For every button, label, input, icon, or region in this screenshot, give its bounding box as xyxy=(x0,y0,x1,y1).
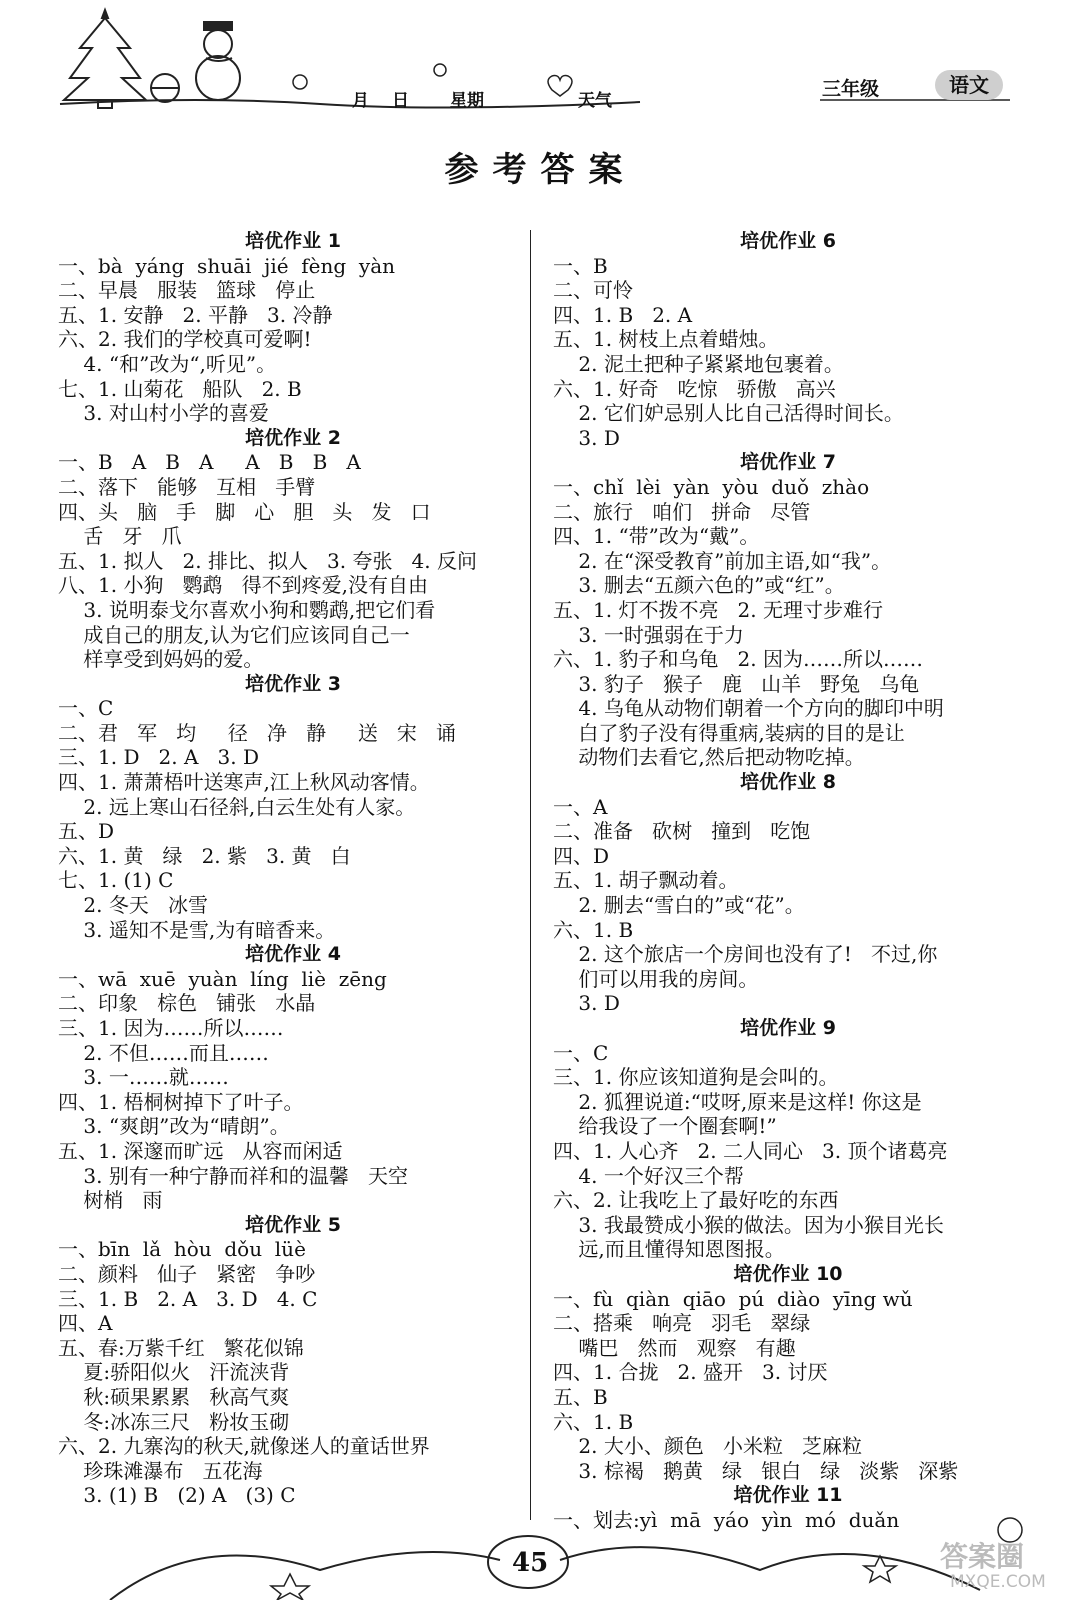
answer-line: 七、1. (1) C xyxy=(58,868,174,893)
answer-line: 二、颜料 仙子 紧密 争吵 xyxy=(58,1261,316,1286)
answer-line: 2. 删去“雪白的”或“花”。 xyxy=(553,893,805,918)
star-icon xyxy=(271,1574,309,1600)
answer-line: 二、准备 砍树 撞到 吃饱 xyxy=(553,819,811,844)
day-label: 日 xyxy=(392,91,409,111)
answer-line: 珍珠滩瀑布 五花海 xyxy=(58,1458,263,1483)
answer-line: 三、1. B 2. A 3. D 4. C xyxy=(58,1286,318,1311)
answer-line: 给我设了一个圈套啊!” xyxy=(553,1114,777,1139)
answer-line: 三、1. 因为……所以…… xyxy=(58,1016,284,1040)
answer-line: 3. D xyxy=(553,425,620,450)
answer-line: 远,而且懂得知恩图报。 xyxy=(553,1237,785,1262)
section-title: 培优作业 2 xyxy=(245,426,341,449)
answer-line: 2. 泥土把种子紧紧地包裹着。 xyxy=(553,351,844,376)
answer-line: 三、1. D 2. A 3. D xyxy=(58,745,259,770)
answer-line: 3. 删去“五颜六色的”或“红”。 xyxy=(553,573,845,598)
answer-line: 2. 不但……而且…… xyxy=(58,1040,269,1065)
watermark-text: 答案圈 xyxy=(940,1540,1025,1573)
answer-line: 秋:硕果累累 秋高气爽 xyxy=(58,1384,290,1409)
right-answer-column xyxy=(553,229,1023,1532)
answer-line: 四、A xyxy=(58,1311,113,1336)
answer-line: 五、1. 拟人 2. 排比、拟人 3. 夸张 4. 反问 xyxy=(58,548,477,573)
answer-line: 4. “和”改为“,听见”。 xyxy=(58,351,277,376)
answer-line: 五、1. 深邃而旷远 从容而闲适 xyxy=(58,1138,343,1163)
answer-line: 四、D xyxy=(553,843,610,868)
answer-line: 四、1. 萧萧梧叶送寒声,江上秋风动客情。 xyxy=(58,770,430,795)
answer-line: 2. 它们妒忌别人比自己活得时间长。 xyxy=(553,401,904,426)
answer-line: 一、fù qiàn qiāo pú diào yīng wǔ xyxy=(553,1286,913,1311)
answer-line: 树梢 雨 xyxy=(58,1188,163,1213)
answer-line: 一、B xyxy=(553,253,608,278)
answer-line: 一、C xyxy=(58,696,114,721)
answer-line: 3. 说明泰戈尔喜欢小狗和鹦鹉,把它们看 xyxy=(58,597,436,622)
subject-badge: 语文 xyxy=(935,70,1003,100)
section-title: 培优作业 10 xyxy=(733,1262,843,1285)
answer-line: 四、1. “带”改为“戴”。 xyxy=(553,524,760,549)
answer-line: 成自己的朋友,认为它们应该同自己一 xyxy=(58,622,410,647)
answer-line: 一、A xyxy=(553,794,608,819)
heart-icon xyxy=(548,76,572,97)
answer-line: 四、头 脑 手 脚 心 胆 头 发 口 xyxy=(58,499,431,524)
answer-line: 二、君 军 均 径 净 静 送 宋 诵 xyxy=(58,720,457,745)
answer-line: 六、2. 让我吃上了最好吃的东西 xyxy=(553,1188,839,1213)
answer-line: 六、1. 黄 绿 2. 紫 3. 黄 白 xyxy=(58,843,351,868)
answer-line: 六、1. B xyxy=(553,1409,634,1434)
answer-line: 五、1. 胡子飘动着。 xyxy=(553,868,739,893)
answer-line: 一、划去:yì mā yáo yìn mó duǎn xyxy=(553,1507,900,1532)
answer-line: 四、1. 合拢 2. 盛开 3. 讨厌 xyxy=(553,1360,828,1385)
answer-line: 四、1. B 2. A xyxy=(553,302,693,327)
answer-line: 二、旅行 咱们 拼命 尽管 xyxy=(553,499,811,524)
answer-line: 七、1. 山菊花 船队 2. B xyxy=(58,376,302,401)
answer-line: 六、1. 好奇 吃惊 骄傲 高兴 xyxy=(553,376,836,401)
answer-line: 五、D xyxy=(58,819,115,844)
grade-label: 三年级 xyxy=(822,78,880,100)
answer-line: 四、1. 梧桐树掉下了叶子。 xyxy=(58,1089,304,1114)
answer-line: 六、2. 九寨沟的秋天,就像迷人的童话世界 xyxy=(58,1434,430,1459)
answer-line: 五、1. 安静 2. 平静 3. 冷静 xyxy=(58,302,333,327)
section-title: 培优作业 1 xyxy=(245,230,341,252)
column-divider xyxy=(530,230,531,1520)
answer-line: 六、1. B xyxy=(553,917,634,942)
section-title: 培优作业 6 xyxy=(740,230,836,252)
answer-line: 五、B xyxy=(553,1384,608,1409)
answer-line: 3. “爽朗”改为“晴朗”。 xyxy=(58,1114,290,1139)
answer-line: 二、落下 能够 互相 手臂 xyxy=(58,474,316,499)
answer-line: 六、2. 我们的学校真可爱啊! xyxy=(58,327,312,352)
answer-line: 一、wā xuē yuàn líng liè zēng xyxy=(58,966,387,991)
answer-line: 一、bīn lǎ hòu dǒu lüè xyxy=(58,1237,306,1262)
answer-line: 六、1. 豹子和乌龟 2. 因为……所以…… xyxy=(553,647,923,672)
answer-line: 动物们去看它,然后把动物吃掉。 xyxy=(553,745,865,770)
month-label: 月 xyxy=(352,91,369,111)
left-answer-column xyxy=(58,229,528,1508)
answer-line: 3. (1) B (2) A (3) C xyxy=(58,1483,296,1508)
watermark-url: MXQE.COM xyxy=(950,1572,1046,1592)
section-title: 培优作业 3 xyxy=(245,672,341,695)
answer-line: 3. D xyxy=(553,991,620,1016)
answer-line: 3. 我最赞成小猴的做法。因为小猴目光长 xyxy=(553,1212,944,1237)
answer-line: 一、B A B A A B B A xyxy=(58,450,361,475)
answer-line: 2. 大小、颜色 小米粒 芝麻粒 xyxy=(553,1434,863,1459)
star-icon xyxy=(864,1556,896,1582)
answer-line: 五、1. 灯不拨不亮 2. 无理寸步难行 xyxy=(553,597,883,622)
section-title: 培优作业 4 xyxy=(245,943,341,966)
answer-line: 二、印象 棕色 铺张 水晶 xyxy=(58,991,316,1016)
answer-line: 样享受到妈妈的爱。 xyxy=(58,647,264,672)
page-number: 45 xyxy=(512,1548,549,1578)
section-title: 培优作业 11 xyxy=(733,1484,843,1507)
answer-line: 夏:骄阳似火 汗流浃背 xyxy=(58,1360,290,1385)
snowman-icon xyxy=(196,22,240,100)
answer-line: 五、春:万紫千红 繁花似锦 xyxy=(58,1335,304,1360)
answer-line: 3. 别有一种宁静而祥和的温馨 天空 xyxy=(58,1163,408,1188)
answer-line: 四、1. 人心齐 2. 二人同心 3. 顶个诸葛亮 xyxy=(553,1138,948,1163)
answer-line: 嘴巴 然而 观察 有趣 xyxy=(553,1335,796,1360)
answer-line: 4. 乌龟从动物们朝着一个方向的脚印中明 xyxy=(553,696,944,721)
answer-line: 们可以用我的房间。 xyxy=(553,966,759,991)
answer-line: 二、早晨 服装 篮球 停止 xyxy=(58,278,316,303)
answer-line: 白了豹子没有得重病,装病的目的是让 xyxy=(553,720,905,745)
answer-line: 2. 这个旅店一个房间也没有了! 不过,你 xyxy=(553,942,938,967)
answer-line: 二、可怜 xyxy=(553,278,633,303)
answer-line: 3. 一……就…… xyxy=(58,1065,229,1090)
section-title: 培优作业 7 xyxy=(740,451,836,474)
header-decoration xyxy=(0,0,1081,130)
answer-line: 3. 豹子 猴子 鹿 山羊 野兔 乌龟 xyxy=(553,671,920,696)
answer-line: 2. 远上寒山石径斜,白云生处有人家。 xyxy=(58,794,416,819)
answer-line: 3. 遥知不是雪,为有暗香来。 xyxy=(58,917,336,942)
answer-line: 2. 狐狸说道:“哎呀,原来是这样! 你这是 xyxy=(553,1089,922,1114)
ground-line xyxy=(60,100,640,108)
section-title: 培优作业 5 xyxy=(245,1213,341,1236)
answer-line: 一、C xyxy=(553,1040,609,1065)
answer-line: 3. 棕褐 鹅黄 绿 银白 绿 淡紫 深紫 xyxy=(553,1458,959,1483)
answer-line: 4. 一个好汉三个帮 xyxy=(553,1163,744,1188)
answer-line: 一、bà yáng shuāi jié fèng yàn xyxy=(58,253,396,278)
section-title: 培优作业 9 xyxy=(740,1017,836,1039)
answer-line: 八、1. 小狗 鹦鹉 得不到疼爱,没有自由 xyxy=(58,573,428,598)
answer-line: 3. 一时强弱在于力 xyxy=(553,622,744,647)
weather-label: 天气 xyxy=(578,91,612,111)
answer-line: 二、搭乘 响亮 羽毛 翠绿 xyxy=(553,1311,811,1336)
answer-line: 三、1. 你应该知道狗是会叫的。 xyxy=(553,1065,839,1090)
answer-line: 一、chǐ lèi yàn yòu duǒ zhào xyxy=(553,474,870,499)
answer-line: 2. 冬天 冰雪 xyxy=(58,893,208,918)
answer-line: 2. 在“深受教育”前加主语,如“我”。 xyxy=(553,548,892,573)
section-title: 培优作业 8 xyxy=(740,771,836,794)
christmas-tree-icon xyxy=(64,10,146,108)
answer-line: 3. 对山村小学的喜爱 xyxy=(58,401,269,426)
answer-line: 五、1. 树枝上点着蜡烛。 xyxy=(553,327,779,352)
answer-line: 舌 牙 爪 xyxy=(58,524,182,549)
page-header xyxy=(0,0,1081,130)
answer-line: 冬:冰冻三尺 粉妆玉砌 xyxy=(58,1409,290,1434)
weekday-label: 星期 xyxy=(450,91,484,111)
page-title: 参考答案 xyxy=(444,150,637,190)
